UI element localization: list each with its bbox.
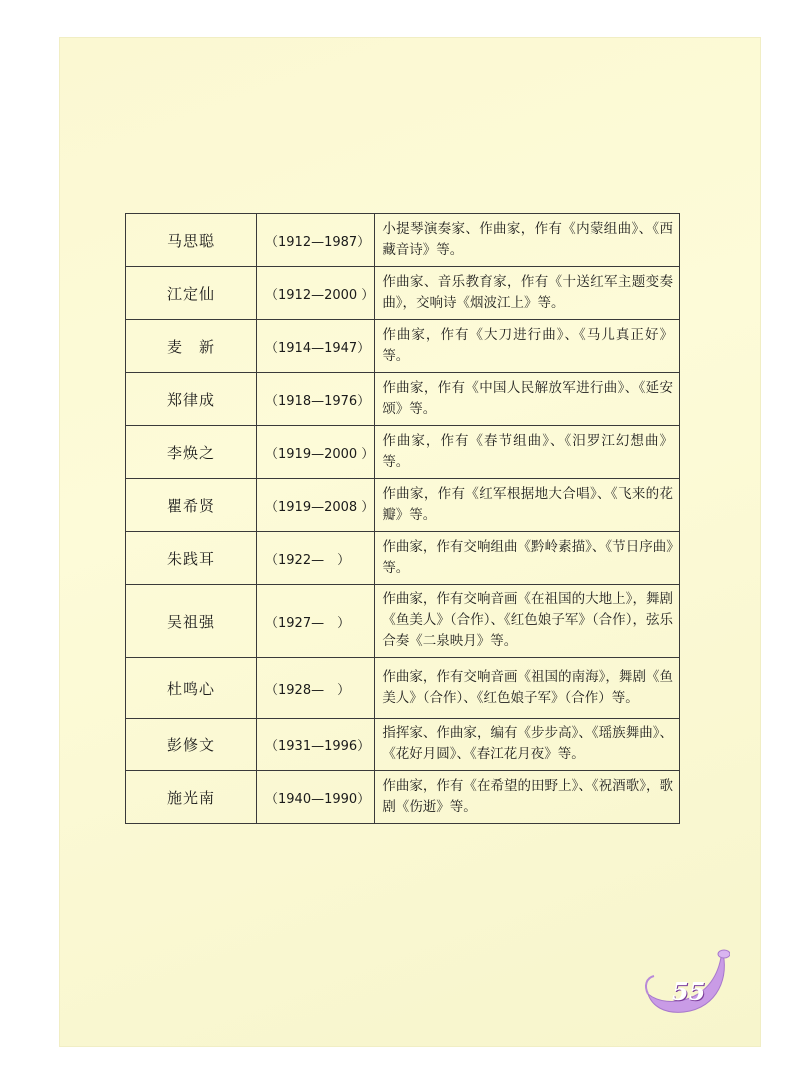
table-row: [126, 373, 680, 426]
composer-name: 李焕之: [126, 426, 257, 479]
composer-years: （1928— ）: [257, 658, 375, 719]
table-row: [126, 771, 680, 824]
table-row: [126, 267, 680, 320]
composer-years: （1940—1990）: [257, 771, 375, 824]
table-row: [126, 719, 680, 771]
composer-description: 作曲家，作有交响音画《在祖国的大地上》，舞剧《鱼美人》（合作）、《红色娘子军》（合作），弦乐合奏《二泉映月》等。: [375, 585, 680, 658]
composer-name: 江定仙: [126, 267, 257, 320]
composer-description: 作曲家，作有《在希望的田野上》、《祝酒歌》，歌剧《伤逝》等。: [375, 771, 680, 824]
composer-years: （1922— ）: [257, 532, 375, 585]
composer-name: 吴祖强: [126, 585, 257, 658]
composer-name: 马思聪: [126, 214, 257, 267]
composer-name: 杜鸣心: [126, 658, 257, 719]
table-row: [126, 532, 680, 585]
composer-years: （1912—2000 ）: [257, 267, 375, 320]
table-row: [126, 585, 680, 658]
composer-years: （1914—1947）: [257, 320, 375, 373]
composer-description: 作曲家，作有交响组曲《黔岭素描》、《节日序曲》等。: [375, 532, 680, 585]
composer-years: （1931—1996）: [257, 719, 375, 771]
composer-years: （1919—2000 ）: [257, 426, 375, 479]
composer-years: （1927— ）: [257, 585, 375, 658]
composer-description: 指挥家、作曲家，编有《步步高》、《瑶族舞曲》、《花好月圆》、《春江花月夜》等。: [375, 719, 680, 771]
composer-name: 施光南: [126, 771, 257, 824]
page-number: 55: [672, 977, 706, 1006]
table-row: [126, 320, 680, 373]
table-row: [126, 479, 680, 532]
composer-years: （1918—1976）: [257, 373, 375, 426]
table-row: [126, 426, 680, 479]
composer-name: 麦 新: [126, 320, 257, 373]
composer-name: 瞿希贤: [126, 479, 257, 532]
composer-description: 作曲家，作有交响音画《祖国的南海》，舞剧《鱼美人》（合作）、《红色娘子军》（合作）等。: [375, 658, 680, 719]
composer-name: 彭修文: [126, 719, 257, 771]
composer-description: 作曲家，作有《中国人民解放军进行曲》、《延安颂》等。: [375, 373, 680, 426]
composer-description: 作曲家，作有《红军根据地大合唱》、《飞来的花瓣》等。: [375, 479, 680, 532]
composer-name: 朱践耳: [126, 532, 257, 585]
composers-table: [125, 213, 680, 824]
composer-description: 作曲家，作有《春节组曲》、《汨罗江幻想曲》等。: [375, 426, 680, 479]
composer-years: （1919—2008 ）: [257, 479, 375, 532]
composer-name: 郑律成: [126, 373, 257, 426]
composer-description: 作曲家，作有《大刀进行曲》、《马儿真正好》等。: [375, 320, 680, 373]
table-row: [126, 658, 680, 719]
composer-description: 作曲家、音乐教育家，作有《十送红军主题变奏曲》，交响诗《烟波江上》等。: [375, 267, 680, 320]
composer-years: （1912—1987）: [257, 214, 375, 267]
table-row: [126, 214, 680, 267]
composer-description: 小提琴演奏家、作曲家，作有《内蒙组曲》、《西藏音诗》等。: [375, 214, 680, 267]
